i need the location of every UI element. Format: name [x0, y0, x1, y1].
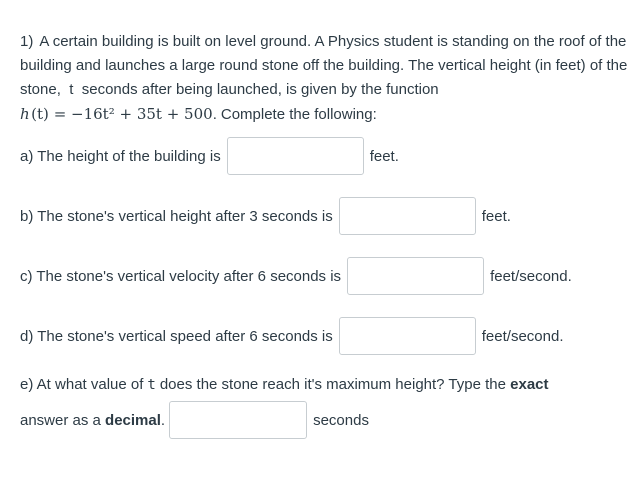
- part-d-answer-input[interactable]: [339, 317, 476, 355]
- part-b-row: [20, 197, 511, 235]
- part-e-label-mid: does the stone reach it's maximum height? Type the: [159, 376, 506, 393]
- function-expression: [20, 105, 213, 123]
- function-period: .: [212, 106, 217, 123]
- intro-variable-t: t: [69, 81, 74, 98]
- part-b-unit: feet.: [481, 207, 511, 225]
- question-intro: [20, 30, 630, 127]
- function-lhs: h: [20, 105, 30, 123]
- part-e-label-pre: e) At what value of: [20, 376, 144, 393]
- part-b-answer-input[interactable]: [339, 197, 476, 235]
- part-e-label-line2-post: .: [160, 411, 166, 429]
- part-e-unit: seconds: [313, 411, 369, 429]
- part-e-answer-input[interactable]: [169, 401, 307, 439]
- part-c-row: [20, 257, 572, 295]
- part-d-unit: feet/second.: [481, 327, 564, 345]
- part-d-row: [20, 317, 564, 355]
- part-e-label-bold: exact: [510, 376, 549, 393]
- function-equation: = −16t² + 35t + 500: [53, 105, 213, 123]
- part-c-answer-input[interactable]: [347, 257, 484, 295]
- part-e-label-line1: [20, 376, 549, 393]
- part-a-row: [20, 137, 399, 175]
- part-a-label: a) The height of the building is: [20, 147, 221, 165]
- intro-text: A certain building is built on level ground. A Physics student is standing on the roof of the building and launches a large round stone off the building. The vertical height (in feet) of the stone,: [20, 33, 628, 98]
- instruction-text: Complete the following:: [220, 106, 377, 123]
- intro-text-2: seconds after being launched, is given by the function: [81, 81, 439, 98]
- part-d-label: d) The stone's vertical speed after 6 seconds is: [20, 327, 333, 345]
- part-e-variable: t: [147, 377, 156, 393]
- part-a-answer-input[interactable]: [227, 137, 364, 175]
- part-c-unit: feet/second.: [490, 267, 572, 285]
- part-e-label-line2-pre: answer as a: [20, 411, 101, 429]
- part-e-label-line2-bold: decimal: [105, 411, 161, 429]
- question-number: 1): [20, 33, 34, 50]
- part-b-label: b) The stone's vertical height after 3 seconds is: [20, 207, 333, 225]
- function-arg: (t): [31, 105, 49, 123]
- part-e-row: [20, 401, 369, 439]
- part-c-label: c) The stone's vertical velocity after 6 seconds is: [20, 267, 342, 285]
- part-a-unit: feet.: [369, 147, 399, 165]
